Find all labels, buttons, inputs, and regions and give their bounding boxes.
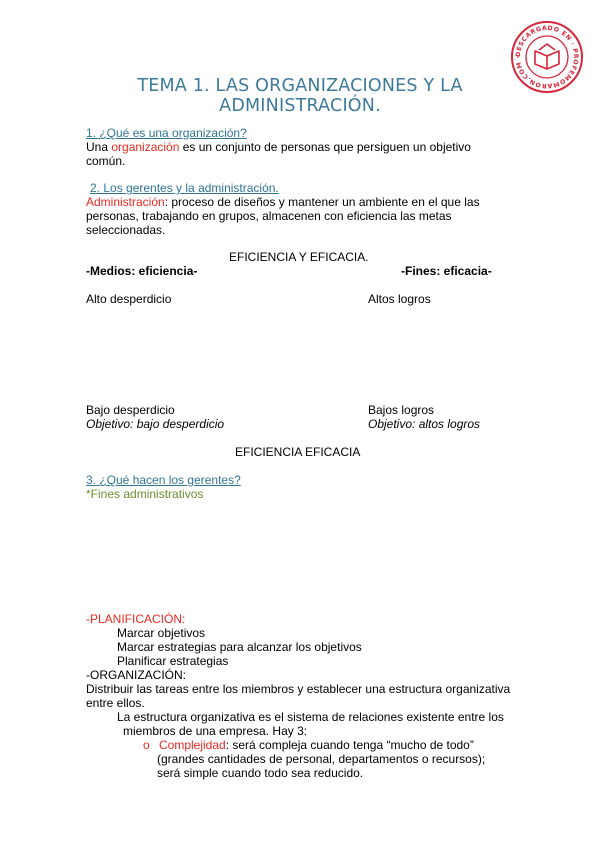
ee-objetivo-altos: Objetivo: altos logros [368,417,481,431]
ee-objetivo-bajo: Objetivo: bajo desperdicio [86,417,225,431]
organizacion-title: -ORGANIZACIÓN: [86,668,187,682]
section-1-line-2: común. [86,154,126,168]
section-3-heading: 3. ¿Qué hacen los gerentes? [86,473,241,487]
plan-item-3: Planificar estrategias [117,654,229,668]
page-title [0,76,600,116]
title-line-1: TEMA 1. LAS ORGANIZACIONES Y LA [137,76,463,96]
org-line-1: Distribuir las tareas entre los miembros y establecer una estructura organizativa [86,682,511,696]
s2-post: : proceso de diseños y mantener un ambiente en el que las [164,195,480,209]
section-2-line-1 [86,195,480,209]
bullet-post: : será compleja cuando tenga “mucho de todo” [225,738,474,752]
stamp-ring-text: DESCARGADO EN · PROFEMOMARON.COM · [514,24,580,90]
org-line-2: entre ellos. [86,696,145,710]
plan-item-2: Marcar estrategias para alcanzar los objetivos [117,640,362,654]
title-line-2: ADMINISTRACIÓN. [219,96,381,116]
fines-administrativos: *Fines administrativos [86,487,204,501]
planificacion-title: -PLANIFICACIÓN: [86,612,186,626]
term-administracion: Administración [86,195,165,209]
org-line-4: miembros de una empresa. Hay 3: [123,724,308,738]
section-1-heading: 1. ¿Qué es una organización? [86,126,247,140]
ee-fines: -Fines: eficacia- [401,264,492,278]
ee-title: EFICIENCIA Y EFICACIA. [229,250,369,264]
section-2-heading: 2. Los gerentes y la administración. [90,181,279,195]
ee-caption: EFICIENCIA EFICACIA [235,445,361,459]
plan-item-1: Marcar objetivos [117,626,206,640]
ee-bajo-desperdicio: Bajo desperdicio [86,403,175,417]
book-icon [535,44,559,69]
section-2-line-3: seleccionadas. [86,223,166,237]
section-2-line-2: personas, trabajando en grupos, almacenen con eficiencia las metas [86,209,452,223]
bullet-line-3: será simple cuando todo sea reducido. [157,766,364,780]
bullet-line-1 [159,738,474,752]
bullet-line-2: (grandes cantidades de personal, departamentos o recursos); [157,752,486,766]
ee-bajos-logros: Bajos logros [368,403,435,417]
s1-post: es un conjunto de personas que persiguen un objetivo [179,140,471,154]
ee-medios: -Medios: eficiencia- [86,264,198,278]
s1-pre: Una [86,140,112,154]
bullet-marker: o [143,738,150,752]
term-organizacion: organización [111,140,180,154]
section-1-line-1 [86,140,471,154]
term-complejidad: Complejidad [159,738,226,752]
ee-alto-desperdicio: Alto desperdicio [86,292,172,306]
org-line-3: La estructura organizativa es el sistema de relaciones existente entre los [117,710,504,724]
ee-altos-logros: Altos logros [368,292,431,306]
